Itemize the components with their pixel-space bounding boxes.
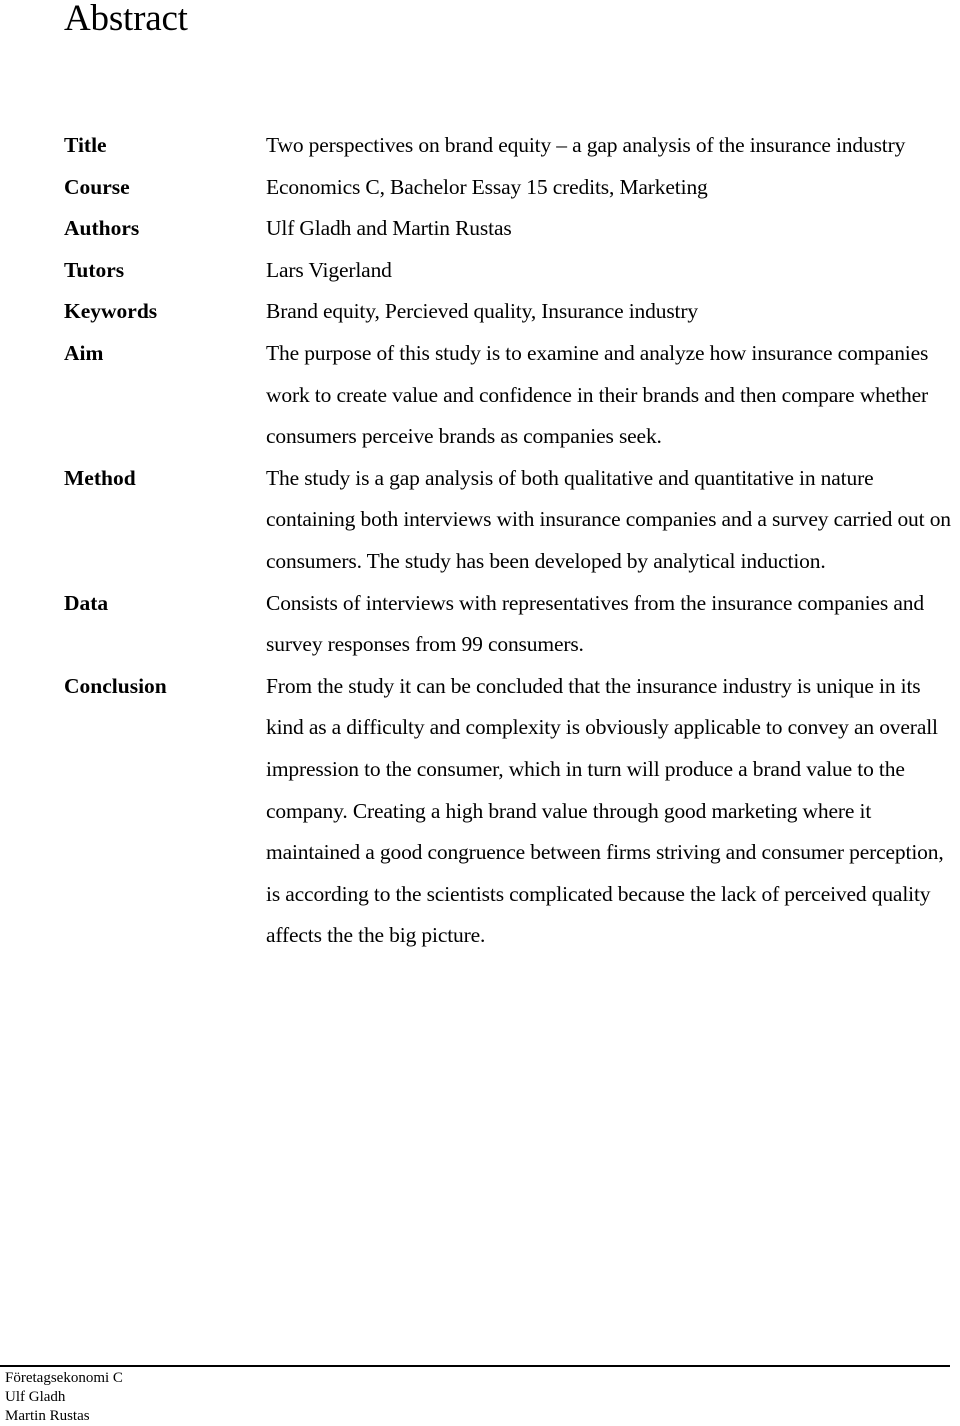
page-footer [5, 1369, 123, 1426]
footer-author-2: Martin Rustas [5, 1408, 90, 1424]
row-value: The purpose of this study is to examine and analyze how insurance companies work to create value and confidence in their brands and then compare whether consumers perceive brands as companies seek. [266, 340, 929, 449]
row-label: Conclusion [64, 673, 167, 698]
abstract-row-authors [0, 208, 960, 250]
abstract-row-title [0, 125, 960, 167]
row-label: Keywords [64, 299, 158, 324]
row-value: Economics C, Bachelor Essay 15 credits, Marketing [266, 174, 708, 199]
abstract-row-keywords [0, 291, 960, 333]
row-value: Consists of interviews with representatives from the insurance companies and survey responses from 99 consumers. [266, 590, 924, 657]
footer-subject: Företagsekonomi C [5, 1370, 123, 1386]
row-value: Two perspectives on brand equity – a gap analysis of the insurance industry [266, 133, 906, 157]
abstract-row-course [0, 167, 960, 209]
row-value: From the study it can be concluded that the insurance industry is unique in its kind as a difficulty and complexity is obviously applicable to convey an overall impression to the consumer, which in turn will produce a brand value to the company. Creating a high brand value through good marketing where it maintained a good congruence between firms striving and consumer perception, is according to the scientists complicated because the lack of perceived quality affects the the big picture. [266, 673, 944, 948]
abstract-row-tutors [0, 250, 960, 292]
abstract-row-data [0, 583, 960, 666]
abstract-row-aim [0, 333, 960, 458]
row-label: Title [64, 133, 107, 157]
footer-author-1: Ulf Gladh [5, 1389, 66, 1405]
row-value: Lars Vigerland [266, 257, 392, 282]
row-label: Aim [64, 340, 104, 365]
footer-divider [0, 1365, 950, 1367]
row-value: Brand equity, Percieved quality, Insurance industry [266, 299, 698, 324]
abstract-row-conclusion [0, 666, 960, 957]
abstract-row-method [0, 458, 960, 583]
row-label: Method [64, 465, 136, 490]
row-label: Course [64, 174, 130, 199]
abstract-table [0, 125, 960, 957]
row-value: Ulf Gladh and Martin Rustas [266, 216, 512, 241]
page-title: Abstract [64, 0, 188, 39]
row-value: The study is a gap analysis of both qualitative and quantitative in nature containing both interviews with insurance companies and a survey carried out on consumers. The study has been developed by analytical induction. [266, 465, 951, 573]
row-label: Tutors [64, 257, 125, 282]
row-label: Data [64, 590, 109, 615]
row-label: Authors [64, 216, 140, 241]
